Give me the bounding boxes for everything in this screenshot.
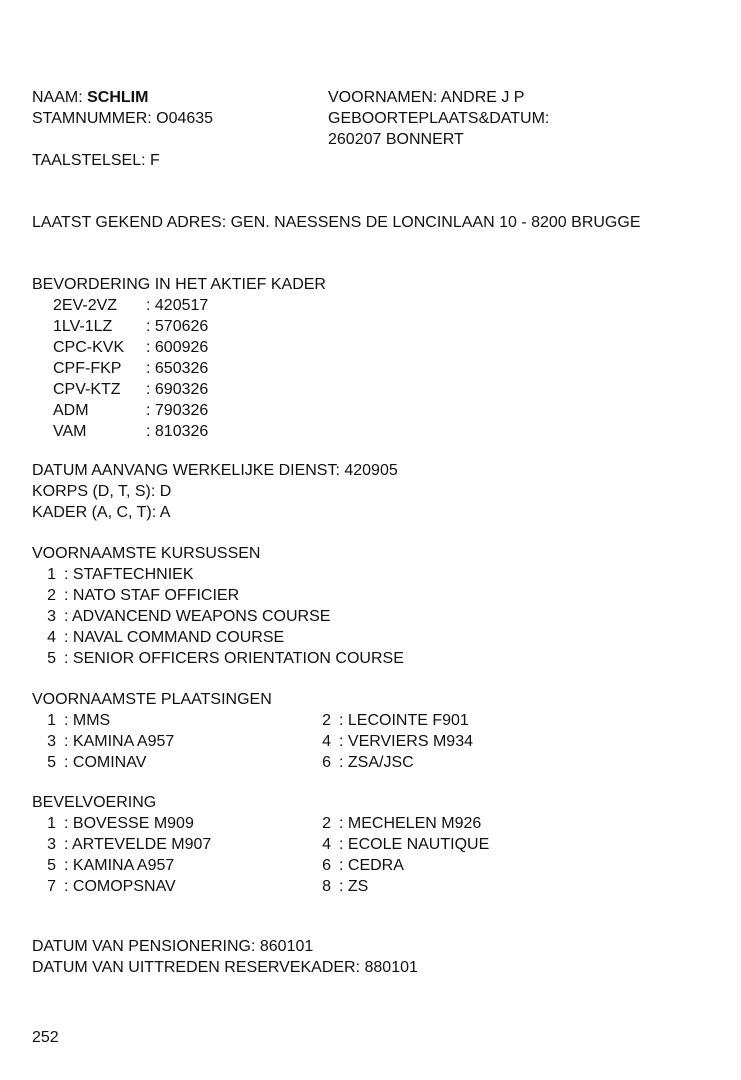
bevordering-list	[32, 295, 326, 442]
promotion-row	[53, 400, 326, 421]
geboorte-label: GEBOORTEPLAATS&DATUM:	[328, 110, 550, 127]
kader: KADER (A, C, T): A	[32, 504, 171, 521]
promotion-row	[53, 379, 326, 400]
list-item	[307, 731, 473, 752]
korps: KORPS (D, T, S): D	[32, 483, 172, 500]
datum-aanvang: DATUM AANVANG WERKELIJKE DIENST: 420905	[32, 462, 398, 479]
dienst-section	[32, 460, 398, 523]
item-text: : ARTEVELDE M907	[64, 836, 212, 853]
promotion-row	[53, 421, 326, 442]
item-number: 1	[47, 566, 56, 583]
kursussen-title: VOORNAAMSTE KURSUSSEN	[32, 545, 261, 562]
item-number: 5	[47, 650, 56, 667]
list-item	[32, 855, 211, 876]
datum-pensionering: DATUM VAN PENSIONERING: 860101	[32, 938, 314, 955]
item-number: 3	[47, 608, 56, 625]
item-number: 2	[322, 815, 331, 832]
adres: LAATST GEKEND ADRES: GEN. NAESSENS DE LONCINLAAN 10 - 8200 BRUGGE	[32, 214, 641, 231]
item-text: : NATO STAF OFFICIER	[64, 587, 240, 604]
list-item	[32, 606, 404, 627]
kursussen-section	[32, 543, 404, 669]
taalstelsel: TAALSTELSEL: F	[32, 152, 160, 169]
list-item	[32, 752, 174, 773]
plaatsingen-title: VOORNAAMSTE PLAATSINGEN	[32, 691, 272, 708]
item-number: 3	[47, 836, 56, 853]
naam-label: NAAM:	[32, 89, 83, 106]
item-text: : ZS	[339, 878, 369, 895]
plaatsingen-right	[307, 710, 473, 773]
bevelvoering-right	[307, 813, 489, 897]
promotion-row	[53, 295, 326, 316]
item-text: : COMOPSNAV	[64, 878, 176, 895]
item-number: 1	[47, 815, 56, 832]
promotion-code: CPF-FKP	[53, 360, 122, 377]
list-item	[307, 855, 489, 876]
item-text: : NAVAL COMMAND COURSE	[64, 629, 285, 646]
item-number: 5	[47, 857, 56, 874]
bevordering-title: BEVORDERING IN HET AKTIEF KADER	[32, 276, 326, 293]
item-number: 4	[47, 629, 56, 646]
geboorte-value: 260207 BONNERT	[328, 131, 464, 148]
promotion-date: : 600926	[146, 339, 209, 356]
promotion-code: CPC-KVK	[53, 339, 125, 356]
naam-line	[32, 87, 148, 108]
list-item	[307, 813, 489, 834]
item-number: 2	[47, 587, 56, 604]
naam-value: SCHLIM	[87, 89, 149, 106]
promotion-row	[53, 337, 326, 358]
item-text: : ADVANCEND WEAPONS COURSE	[64, 608, 331, 625]
promotion-row	[53, 316, 326, 337]
list-item	[32, 585, 404, 606]
item-number: 4	[322, 836, 331, 853]
promotion-code: ADM	[53, 402, 89, 419]
promotion-row	[53, 358, 326, 379]
list-item	[307, 876, 489, 897]
item-text: : SENIOR OFFICERS ORIENTATION COURSE	[64, 650, 404, 667]
promotion-date: : 810326	[146, 423, 209, 440]
list-item	[307, 834, 489, 855]
item-text: : ZSA/JSC	[339, 754, 414, 771]
item-text: : MMS	[64, 712, 111, 729]
promotion-date: : 650326	[146, 360, 209, 377]
datum-uittreden: DATUM VAN UITTREDEN RESERVEKADER: 880101	[32, 959, 418, 976]
item-text: : STAFTECHNIEK	[64, 566, 194, 583]
page-number: 252	[32, 1029, 59, 1046]
item-text: : LECOINTE F901	[339, 712, 469, 729]
item-number: 7	[47, 878, 56, 895]
bevelvoering-left	[32, 813, 211, 897]
promotion-code: VAM	[53, 423, 87, 440]
list-item	[32, 710, 174, 731]
promotion-code: 1LV-1LZ	[53, 318, 113, 335]
bevordering-section	[32, 274, 326, 442]
item-text: : CEDRA	[339, 857, 404, 874]
promotion-code: 2EV-2VZ	[53, 297, 118, 314]
bevelvoering-title: BEVELVOERING	[32, 794, 157, 811]
list-item	[32, 648, 404, 669]
stamnummer: STAMNUMMER: O04635	[32, 110, 214, 127]
item-number: 6	[322, 857, 331, 874]
item-number: 4	[322, 733, 331, 750]
item-number: 1	[47, 712, 56, 729]
list-item	[307, 710, 473, 731]
voornamen: VOORNAMEN: ANDRE J P	[328, 89, 525, 106]
list-item	[32, 834, 211, 855]
promotion-code: CPV-KTZ	[53, 381, 121, 398]
item-number: 5	[47, 754, 56, 771]
item-text: : MECHELEN M926	[339, 815, 482, 832]
item-text: : COMINAV	[64, 754, 147, 771]
promotion-date: : 570626	[146, 318, 209, 335]
promotion-date: : 420517	[146, 297, 209, 314]
item-text: : BOVESSE M909	[64, 815, 194, 832]
item-text: : VERVIERS M934	[339, 733, 473, 750]
item-number: 3	[47, 733, 56, 750]
list-item	[32, 731, 174, 752]
list-item	[32, 627, 404, 648]
item-number: 6	[322, 754, 331, 771]
list-item	[32, 564, 404, 585]
list-item	[32, 876, 211, 897]
item-number: 2	[322, 712, 331, 729]
item-text: : ECOLE NAUTIQUE	[339, 836, 490, 853]
item-text: : KAMINA A957	[64, 733, 175, 750]
list-item	[32, 813, 211, 834]
item-text: : KAMINA A957	[64, 857, 175, 874]
promotion-date: : 690326	[146, 381, 209, 398]
list-item	[307, 752, 473, 773]
item-number: 8	[322, 878, 331, 895]
promotion-date: : 790326	[146, 402, 209, 419]
plaatsingen-left	[32, 710, 174, 773]
